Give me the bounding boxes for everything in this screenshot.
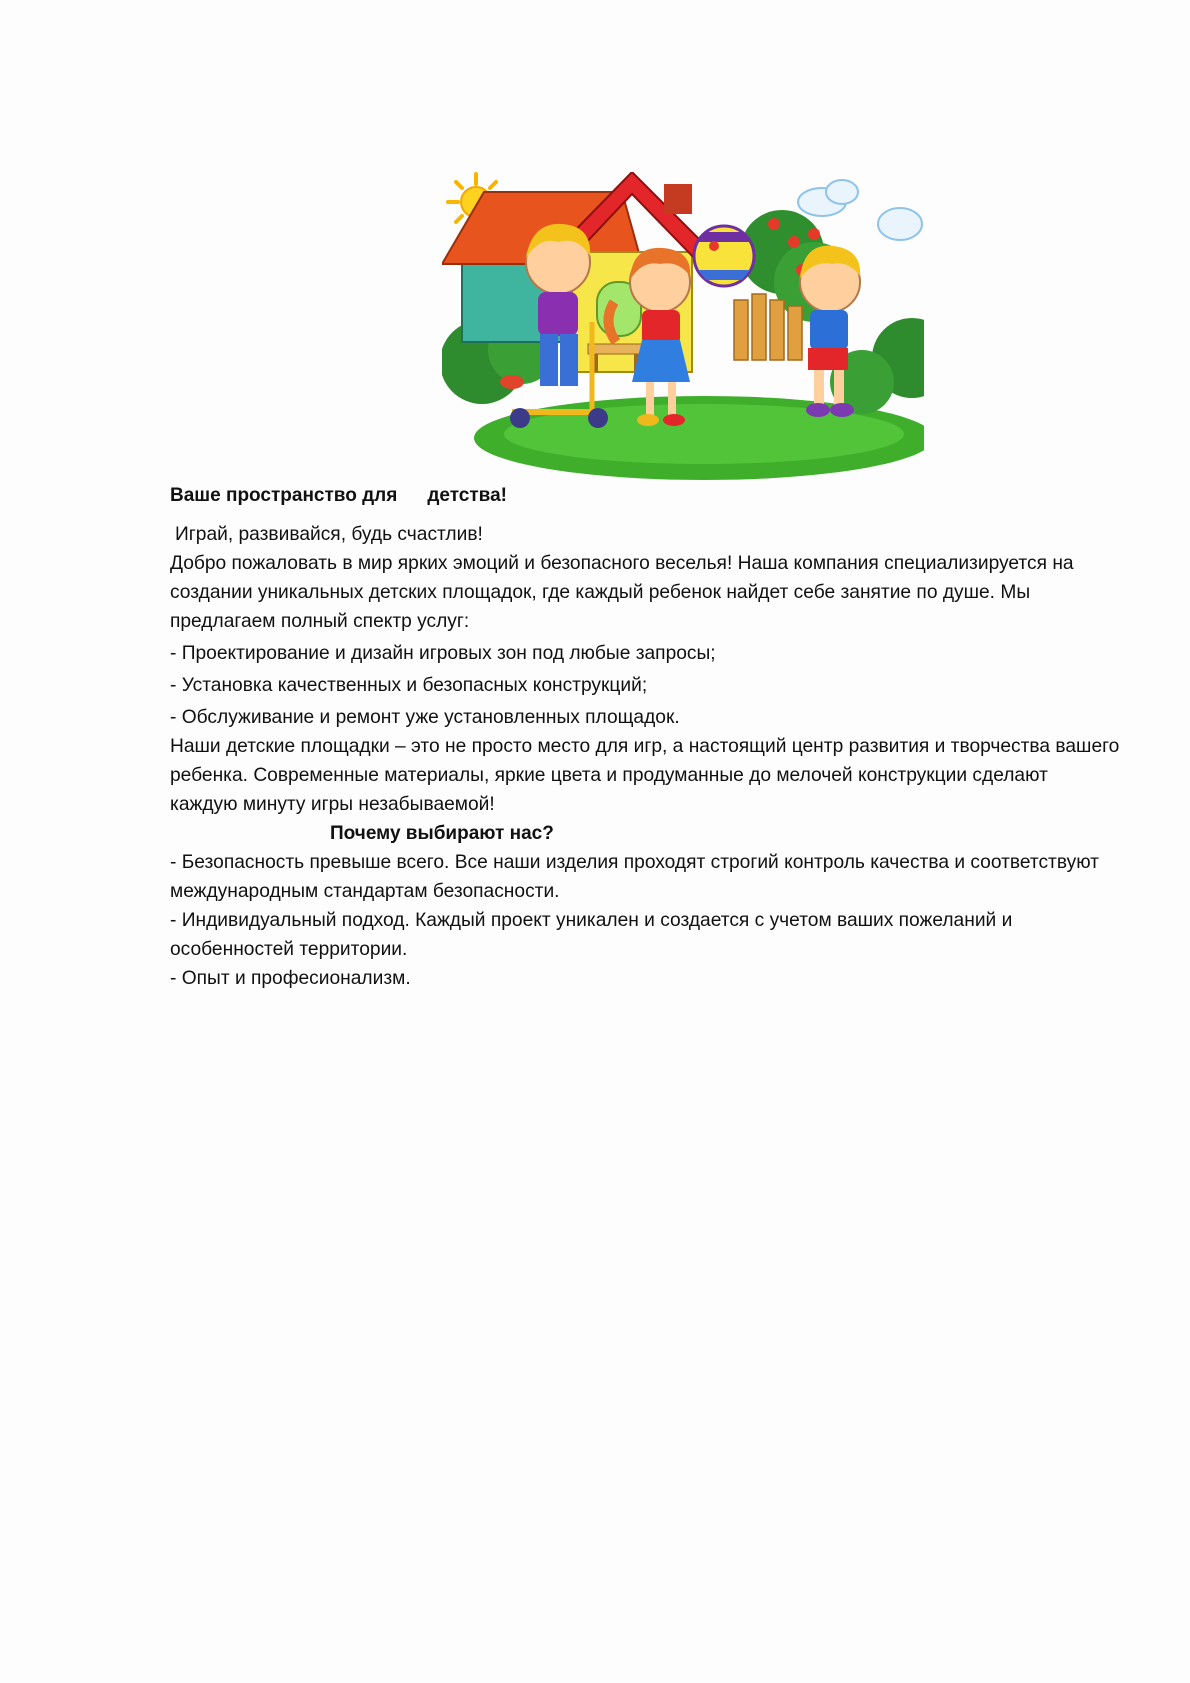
- service-list-item: - Проектирование и дизайн игровых зон под любые запросы;: [170, 643, 716, 664]
- service-list-item: - Обслуживание и ремонт уже установленных площадок.: [170, 707, 680, 728]
- illustration-svg: [442, 172, 924, 480]
- page-title-part2: детства!: [427, 485, 507, 506]
- reason-list-item: - Индивидуальный подход. Каждый проект уникален и создается с учетом ваших пожеланий и особенностей территории.: [170, 910, 1013, 960]
- intro-paragraph: Добро пожаловать в мир ярких эмоций и безопасного веселья! Наша компания специализируется на создании уникальных детских площадок, где каждый ребенок найдет себе занятие по душе. Мы предлагаем полный спектр услуг:: [170, 553, 1074, 632]
- document-body: [170, 482, 1120, 993]
- page-title-part1: Ваше пространство для: [170, 485, 398, 506]
- description-paragraph: Наши детские площадки – это не просто место для игр, а настоящий центр развития и творчества вашего ребенка. Современные материалы, яркие цвета и продуманные до мелочей конструкции сделают каждую минуту игры незабываемой!: [170, 736, 1120, 815]
- why-us-heading: Почему выбирают нас?: [330, 823, 554, 844]
- page-title: [170, 482, 1120, 510]
- reason-list-item: - Безопасность превыше всего. Все наши изделия проходят строгий контроль качества и соответствуют международным стандартам безопасности.: [170, 852, 1099, 902]
- slogan-text: Играй, развивайся, будь счастлив!: [175, 524, 483, 545]
- service-list-item: - Установка качественных и безопасных конструкций;: [170, 675, 648, 696]
- ball-icon: [694, 226, 754, 286]
- children-playing-illustration: [442, 172, 924, 480]
- reason-list-item: - Опыт и професионализм.: [170, 968, 411, 989]
